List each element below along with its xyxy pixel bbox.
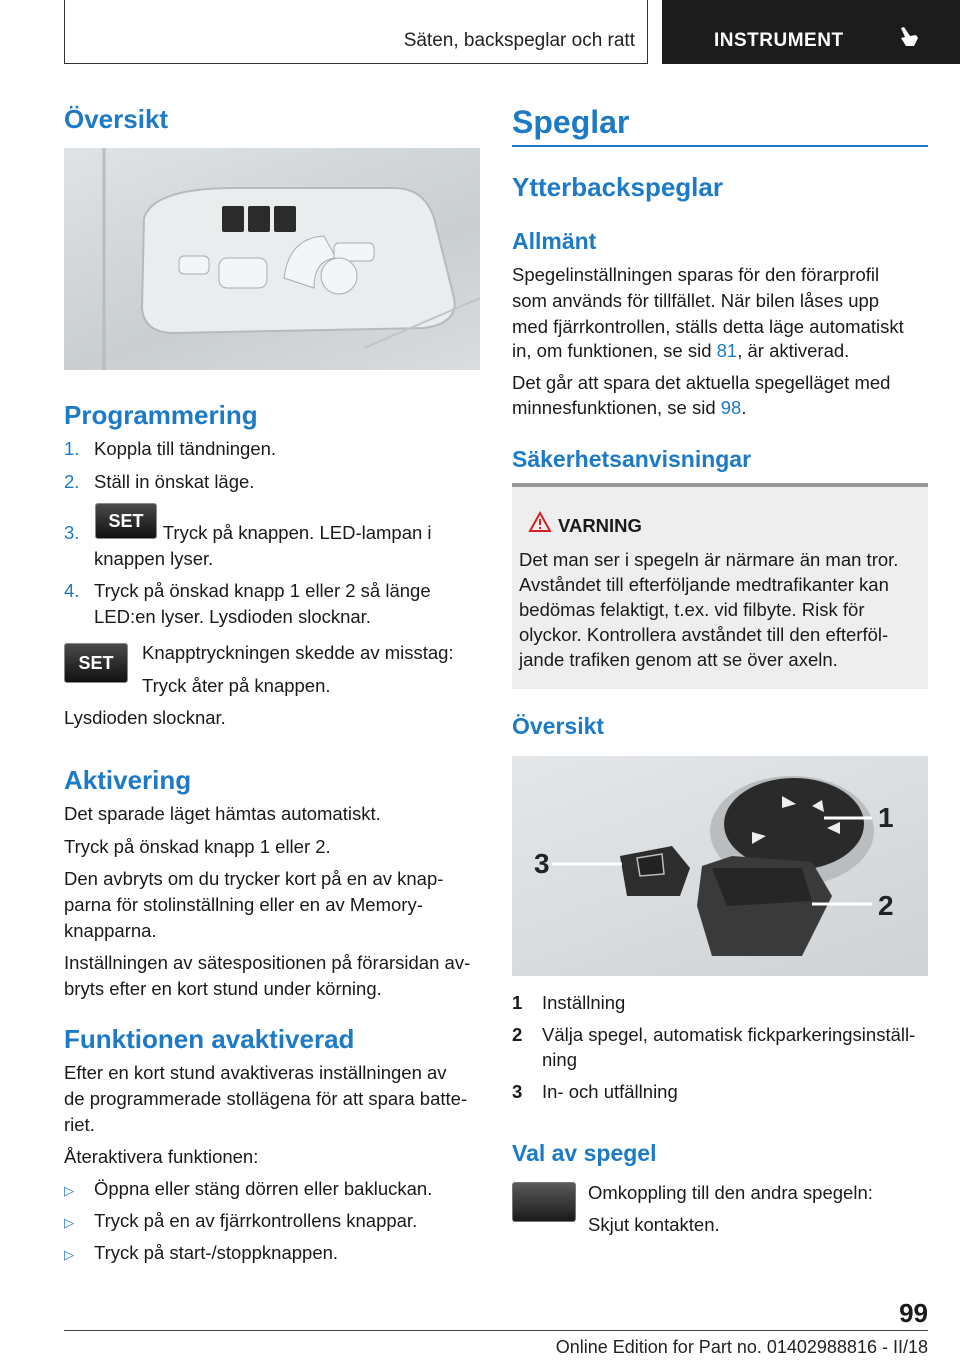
hand-pointer-icon [896, 24, 922, 57]
warning-triangle-icon [528, 511, 552, 538]
lysdioden-text: Lysdioden slocknar. [64, 707, 226, 728]
funk-p2: Återaktivera funktionen: [64, 1146, 259, 1167]
legend-2-cont: ning [542, 1049, 577, 1070]
warning-box [512, 483, 928, 689]
step-1: 1. Koppla till tändningen. [64, 438, 277, 459]
val-l2: Skjut kontakten. [588, 1214, 720, 1235]
footer-edition: Online Edition for Part no. 01402988816 - II/18 [555, 1337, 928, 1357]
page-number: 99 [899, 1298, 928, 1328]
page-link-81[interactable]: 81 [716, 340, 738, 361]
seat-controls-photo [64, 148, 480, 370]
akt-p3-l1: Den avbryts om du trycker kort på en av knap- [64, 868, 444, 889]
allm2-l2: minnesfunktionen, se sid 98. [512, 397, 747, 418]
sakerhet-title: Säkerhetsanvisningar [512, 446, 752, 472]
funk-p1-l3: riet. [64, 1114, 95, 1135]
mirror-controls-photo [512, 756, 928, 976]
allm-l4: in, om funktionen, se sid 81, är aktiverad. [512, 340, 850, 361]
allm-l1: Spegelinställningen sparas för den förarprofil [512, 264, 880, 285]
warning-line-5: jande trafiken genom att se över axeln. [519, 649, 838, 670]
funk-p1-l1: Efter en kort stund avaktiveras inställningen av [64, 1062, 447, 1083]
allmant-title: Allmänt [512, 228, 597, 254]
left-oversikt-title: Översikt [64, 104, 169, 134]
set-button-small: SET [95, 503, 157, 539]
legend-3: 3 In- och utfällning [512, 1081, 678, 1102]
right-oversikt-title: Översikt [512, 713, 605, 739]
allm2-l1: Det går att spara det aktuella spegelläget med [512, 372, 891, 393]
funk-p1-l2: de programmerade stollägena för att spara batte- [64, 1088, 468, 1109]
step-2: 2. Ställ in önskat läge. [64, 471, 255, 492]
akt-p1: Det sparade läget hämtas automatiskt. [64, 803, 381, 824]
warning-line-2: Avståndet till efterföljande medtrafikanter kan [519, 574, 889, 595]
legend-1: 1 Inställning [512, 992, 626, 1013]
callout-1: 1 [878, 802, 894, 833]
set-button-large: SET [64, 643, 128, 683]
step-4-cont: LED:en lyser. Lysdioden slocknar. [94, 606, 371, 627]
warning-line-1: Det man ser i spegeln är närmare än man tror. [519, 549, 899, 570]
bullet-3: ▷ Tryck på start-/stoppknappen. [64, 1242, 339, 1263]
warning-line-3: bedömas felaktigt, t.ex. vid filbyte. Risk för [519, 599, 865, 620]
bullet-1: ▷ Öppna eller stäng dörren eller bakluckan. [64, 1178, 433, 1199]
legend-2: 2 Välja spegel, automatisk fickparkeringsinställ- [512, 1024, 916, 1045]
warning-line-4: olyckor. Kontrollera avståndet till den efterföl- [519, 624, 889, 645]
speglar-title: Speglar [512, 104, 630, 140]
allm-l3: med fjärrkontrollen, ställs detta läge automatiskt [512, 316, 904, 337]
step-4: 4. Tryck på önskad knapp 1 eller 2 så länge [64, 580, 431, 601]
step-3-cont: knappen lyser. [94, 548, 214, 569]
callout-2: 2 [878, 890, 894, 921]
misstag-line-2: Tryck åter på knappen. [142, 675, 331, 696]
header-section-box [64, 0, 648, 64]
akt-p3-l2: parna för stolinställning eller en av Memory- [64, 894, 423, 915]
val-title: Val av spegel [512, 1140, 657, 1166]
allm-l2: som används för tillfället. När bilen låses upp [512, 290, 880, 311]
footer-rule [64, 1330, 928, 1331]
akt-p4-l1: Inställningen av sätespositionen på förarsidan av- [64, 952, 471, 973]
ytter-title: Ytterbackspeglar [512, 172, 723, 202]
val-l1: Omkoppling till den andra spegeln: [588, 1182, 873, 1203]
akt-p2: Tryck på önskad knapp 1 eller 2. [64, 836, 331, 857]
callout-3: 3 [534, 848, 550, 879]
header-chapter-box [662, 0, 960, 64]
misstag-line-1: Knapptryckningen skedde av misstag: [142, 642, 454, 663]
mirror-switch-icon [512, 1182, 576, 1222]
header-chapter-title: INSTRUMENT [714, 30, 844, 51]
page-link-98[interactable]: 98 [720, 397, 742, 418]
programmering-title: Programmering [64, 400, 258, 430]
akt-p3-l3: knapparna. [64, 920, 157, 941]
funktionen-title: Funktionen avaktiverad [64, 1024, 355, 1054]
warning-title: VARNING [558, 515, 642, 536]
speglar-rule [512, 145, 928, 147]
step-3: 3. Tryck på knappen. LED-lampan i [64, 522, 432, 543]
header-section-title: Säten, backspeglar och ratt [403, 30, 635, 51]
aktivering-title: Aktivering [64, 765, 192, 795]
bullet-2: ▷ Tryck på en av fjärrkontrollens knappar. [64, 1210, 418, 1231]
akt-p4-l2: bryts efter en kort stund under körning. [64, 978, 382, 999]
